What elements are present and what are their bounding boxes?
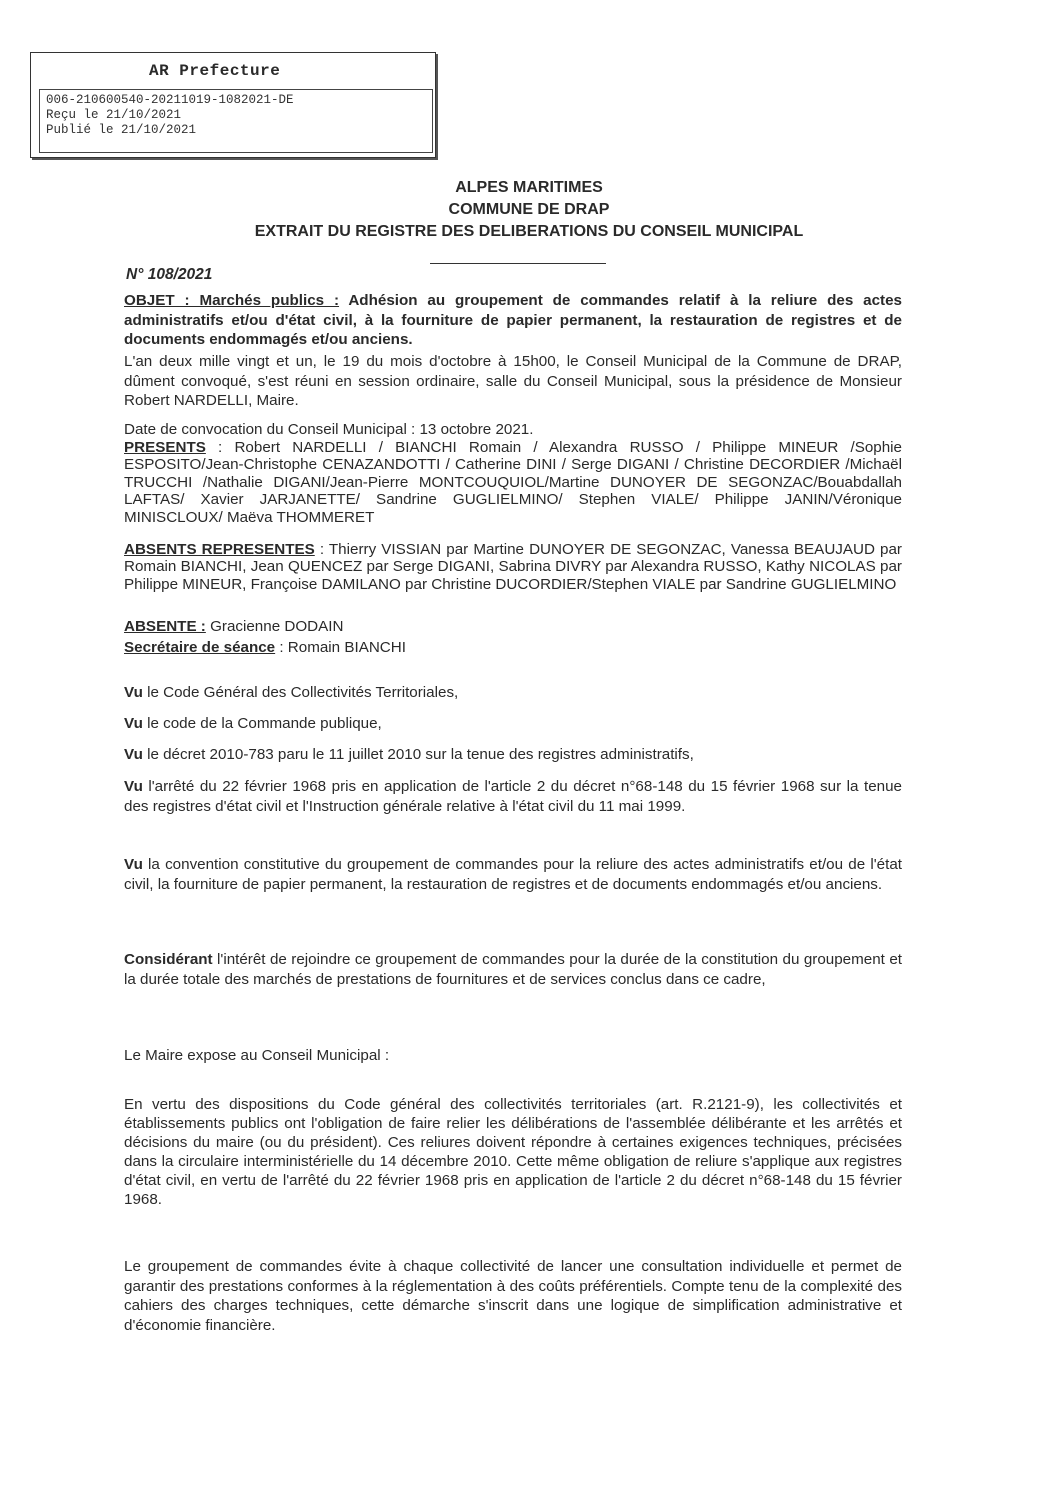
absente-text: Gracienne DODAIN [205,618,344,635]
considerant-paragraph [124,950,902,989]
vu-label: Vu [124,856,143,873]
intro-paragraph [124,352,902,411]
stamp-published-date: Publié le 21/10/2021 [46,123,197,137]
secretaire-text: : Romain BIANCHI [275,639,406,656]
stamp-details [39,89,433,153]
objet-label: OBJET : Marchés publics : [124,292,340,309]
vu-paragraph-5 [124,855,902,894]
objet-paragraph [124,291,902,350]
maire-expose-text: Le Maire expose au Conseil Municipal : [124,1047,390,1064]
secretaire-label: Secrétaire de séance [124,639,276,656]
vu-paragraph-4 [124,777,902,816]
vu-text: le Code Général des Collectivités Territoriales, [142,684,459,701]
secretaire-paragraph [124,638,902,658]
vu-text: le décret 2010-783 paru le 11 juillet 2010 sur la tenue des registres administratifs, [142,746,694,763]
absents-text: : Thierry VISSIAN par Martine DUNOYER DE SEGONZAC, Vanessa BEAUJAUD par Romain BIANCHI, Jean QUENCEZ par Serge DIGANI, Sabrina DIVRY par Alexandra RUSSO, Kathy NICOLAS par Philippe MINEUR, Françoise DAMILANO par Christine DUCORDIER/Stephen VIALE par Sandrine GUGLIELMINO [124,541,902,593]
vu-text: la convention constitutive du groupement de commandes pour la reliure des actes administratifs et/ou de l'état civil, la fourniture de papier permanent, la restauration de registres et de documents endommagés et/ou anciens. [124,856,902,893]
absents-paragraph [124,541,902,593]
prefecture-stamp [30,52,436,158]
vu-text: l'arrêté du 22 février 1968 pris en application de l'article 2 du décret n°68-148 du 15 février 1968 sur la tenue des registres d'état civil et l'Instruction générale relative à l'état civil du 11 mai 1999. [124,778,902,815]
stamp-title: AR Prefecture [149,62,281,80]
vu-label: Vu [124,778,143,795]
absente-paragraph [124,617,902,637]
document-header [0,178,1058,242]
body-text-2: Le groupement de commandes évite à chaque collectivité de lancer une consultation individuelle et permet de garantir des prestations conformes à la réglementation à des coûts préférentiels. Compte tenu de la complexité des cahiers des charges techniques, cette démarche s'inscrit dans une logique de simplification administrative et d'économie financière. [124,1258,902,1334]
convocation-text: Date de convocation du Conseil Municipal : 13 octobre 2021. [124,421,534,438]
presents-text: : Robert NARDELLI / BIANCHI Romain / Alexandra RUSSO / Philippe MINEUR /Sophie ESPOSITO/Jean-Christophe CENAZANDOTTI / Catherine DINI / Serge DIGANI / Christine DECORDIER /Michaël TRUCCHI /Nathalie DIGANI/Jean-Pierre MONTCOUQUIOL/Martine DUNOYER DE SEGONZAC/Bouabdallah LAFTAS/ Xavier JARJANETTE/ Sandrine GUGLIELMINO/ Stephen VIALE/ Philippe JANIN/Véronique MINISCLOUX/ Maëva THOMMERET [124,439,902,526]
presents-paragraph [124,439,902,526]
absents-label: ABSENTS REPRESENTES [124,541,315,558]
body-text-1: En vertu des dispositions du Code général des collectivités territoriales (art. R.2121-9), les collectivités et établissements publics ont l'obligation de faire relier les délibérations de l'assemblée délibérante et les arrêtés et décisions du maire (ou du président). Ces reliures doivent répondre à certaines exigences techniques, précisées dans la circulaire interministérielle du 14 décembre 2010. Cette même obligation de reliure s'applique aux registres d'état civil, en vertu de l'arrêté du 22 février 1968 pris en application de l'article 2 du décret n°68-148 du 15 février 1968. [124,1096,902,1208]
vu-label: Vu [124,684,143,701]
body-paragraph-1 [124,1095,902,1209]
vu-text: le code de la Commande publique, [142,715,382,732]
vu-paragraph-3 [124,745,902,765]
header-commune: COMMUNE DE DRAP [448,201,610,218]
header-register-title: EXTRAIT DU REGISTRE DES DELIBERATIONS DU CONSEIL MUNICIPAL [254,223,804,240]
vu-label: Vu [124,746,143,763]
stamp-reference: 006-210600540-20211019-1082021-DE [46,93,294,107]
header-department: ALPES MARITIMES [455,179,603,196]
stamp-received-date: Reçu le 21/10/2021 [46,108,182,122]
intro-text: L'an deux mille vingt et un, le 19 du mois d'octobre à 15h00, le Conseil Municipal de la Commune de DRAP, dûment convoqué, s'est réuni en session ordinaire, salle du Conseil Municipal, sous la présidence de Monsieur Robert NARDELLI, Maire. [124,353,902,409]
vu-label: Vu [124,715,143,732]
deliberation-number: N° 108/2021 [126,266,213,283]
presents-label: PRESENTS [124,439,206,456]
absente-label: ABSENTE : [124,618,206,635]
considerant-text: l'intérêt de rejoindre ce groupement de commandes pour la durée de la constitution du groupement et la durée totale des marchés de prestations de fournitures et de services conclus dans ce cadre, [124,951,902,988]
vu-paragraph-2 [124,714,902,734]
header-divider [430,263,606,264]
vu-paragraph-1 [124,683,902,703]
considerant-label: Considérant [124,951,213,968]
body-paragraph-2 [124,1257,902,1335]
maire-expose-paragraph [124,1046,902,1066]
objet-text: Adhésion au groupement de commandes relatif à la reliure des actes administratifs et/ou d'état civil, à la fourniture de papier permanent, la restauration de registres et de documents endommagés et/ou anciens. [124,292,902,348]
convocation-paragraph [124,420,902,440]
